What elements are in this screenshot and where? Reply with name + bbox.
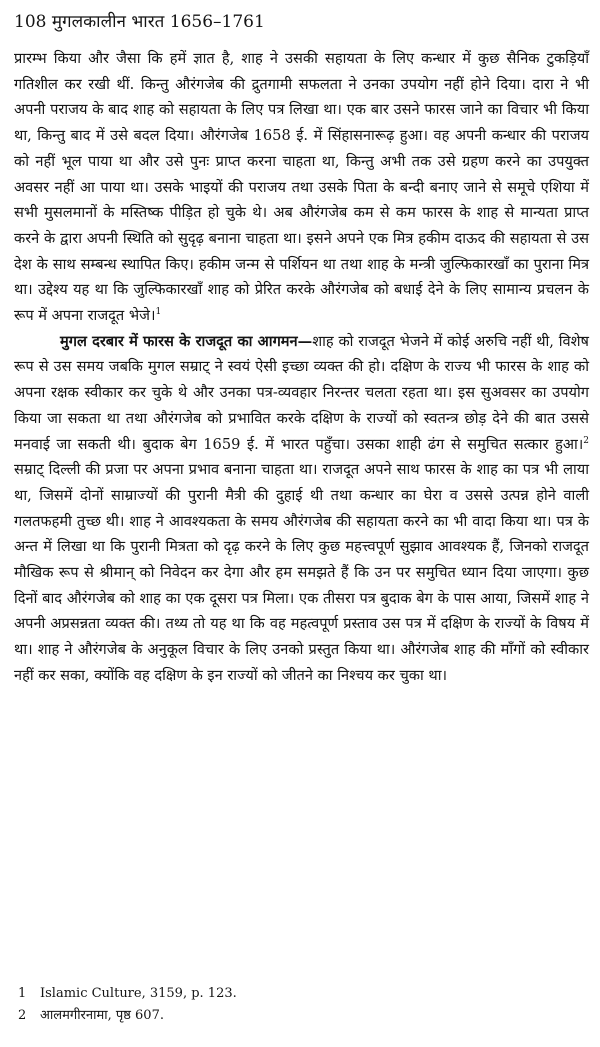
page-header: [14, 10, 584, 34]
footnote-2-number: 2: [18, 1008, 27, 1023]
page-number: 108: [14, 12, 47, 32]
footnote-1-number: 1: [18, 986, 27, 1001]
paragraph-2-text-a: शाह को राजदूत भेजने में कोई अरुचि नहीं थी, विशेष रूप से उस समय जबकि मुगल सम्राट् ने स्वयं ऐसी इच्छा व्यक्त की हो। दक्षिण के राज्य भी फारस के शाह को अपना रक्षक स्वीकार कर चुके थे और उनका पत्र-व्यवहार निरन्तर चलता रहता था। इस सुअवसर का उपयोग किया जा सकता था तथा औरंगजेब को प्रभावित करके दक्षिण के राज्यों को स्वतन्त्र छोड़ देने की बात उससे मनवाई जा सकती थी। बुदाक बेग 1659 ई. में भारत पहुँचा। उसका शाही ढंग से समुचित सत्कार हुआ।: [14, 332, 589, 453]
paragraph-2: [14, 329, 589, 689]
page-body: [14, 46, 589, 689]
running-title: मुगलकालीन भारत 1656–1761: [51, 12, 265, 32]
footnotes: [18, 983, 578, 1027]
footnote-ref-2: 2: [583, 435, 589, 446]
paragraph-1: [14, 46, 589, 329]
paragraph-2-text-b: सम्राट् दिल्ली की प्रजा पर अपना प्रभाव बनाना चाहता था। राजदूत अपने साथ फारस के शाह का पत्र भी लाया था, जिसमें दोनों साम्राज्यों की पुरानी मैत्री की दुहाई थी तथा कन्धार का घेरा व उससे उत्पन्न होने वाली गलतफहमी तुच्छ थी। शाह ने आवश्यकता के समय औरंगजेब की सहायता करने का भी वादा किया था। पत्र के अन्त में लिखा था कि पुरानी मित्रता को दृढ़ करने के लिए कुछ महत्त्वपूर्ण सुझाव आवश्यक हैं, जिनको राजदूत मौखिक रूप से श्रीमान् को निवेदन कर देगा और हम समझते हैं कि उन पर समुचित ध्यान दिया जाएगा। कुछ दिनों बाद औरंगजेब को शाह का एक दूसरा पत्र मिला। एक तीसरा पत्र बुदाक बेग के पास आया, जिसमें शाह ने अपनी अप्रसन्नता व्यक्त की। तथ्य तो यह था कि वह महत्वपूर्ण प्रस्ताव उस पत्र में दक्षिण के राज्यों के विषय में था। शाह ने औरंगजेब के अनुकूल विचार के लिए उनको प्रस्तुत किया था। औरंगजेब शाह की माँगों को स्वीकार नहीं कर सका, क्योंकि वह दक्षिण के इन राज्यों को जीतने का निश्चय कर चुका था।: [14, 461, 589, 684]
footnote-1: [18, 983, 578, 1005]
footnote-1-text: Islamic Culture, 3159, p. 123.: [40, 986, 237, 1001]
footnote-ref-1: 1: [155, 307, 162, 318]
footnote-2-text: आलमगीरनामा, पृष्ठ 607.: [40, 1008, 164, 1023]
section-heading: मुगल दरबार में फारस के राजदूत का आगमन—: [60, 332, 313, 350]
footnote-2: [18, 1005, 578, 1027]
paragraph-1-text: प्रारम्भ किया और जैसा कि हमें ज्ञात है, शाह ने उसकी सहायता के लिए कन्धार में कुछ सैनिक टुकड़ियाँ गतिशील कर रखी थीं. किन्तु औरंगजेब की द्रुतगामी सफलता ने उनका उपयोग नहीं होने दिया। दारा ने भी अपनी पराजय के बाद शाह को सहायता के लिए पत्र लिखा था। एक बार उसने फारस जाने का विचार भी किया था, किन्तु बाद में उसे बदल दिया। औरंगजेब 1658 ई. में सिंहासनारूढ़ हुआ। वह अपनी कन्धार की पराजय को नहीं भूल पाया था और उसे पुनः प्राप्त करना चाहता था, किन्तु अभी तक उसे ग्रहण करने का उपयुक्त अवसर नहीं आ पाया था। उसके भाइयों की पराजय तथा उसके पिता के बन्दी बनाए जाने से समूचे एशिया में सभी मुसलमानों के मस्तिष्क पीड़ित हो चुके थे। अब औरंगजेब कम से कम फारस के शाह से मान्यता प्राप्त करने के द्वारा अपनी स्थिति को सुदृढ़ बनाना चाहता था। इसने अपने एक मित्र हकीम दाऊद की सहायता से उस देश के साथ सम्बन्ध स्थापित किए। हकीम जन्म से पर्शियन था तथा शाह के मन्त्री जुल्फिकारखाँ का पुराना मित्र था। उद्देश्य यह था कि जुल्फिकारखाँ शाह को प्रेरित करके औरंगजेब को बधाई देने के लिए सामान्य प्रचलन के रूप में अपना राजदूत भेजे।: [14, 50, 589, 325]
